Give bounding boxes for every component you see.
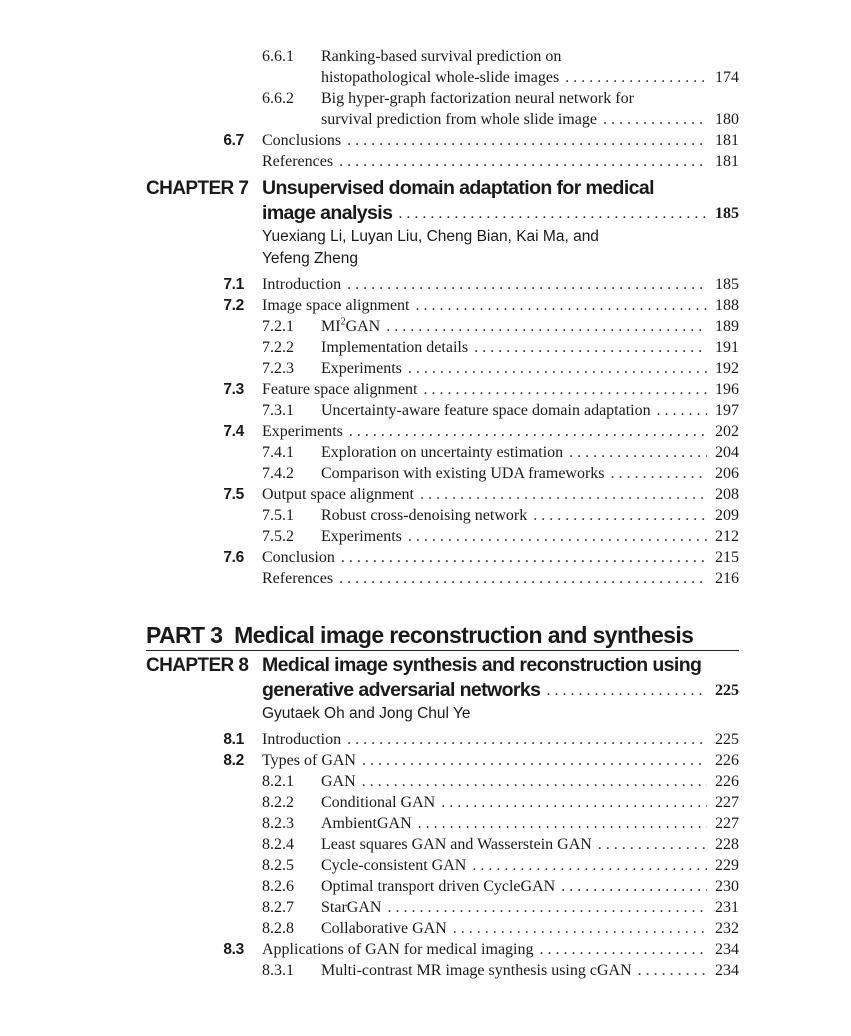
section-number: 7.4 [223, 423, 244, 440]
section-entry[interactable] [146, 151, 739, 172]
page-number: 215 [715, 549, 739, 566]
author-line [262, 248, 739, 270]
dot-leader [453, 918, 707, 939]
subsection-number: 8.2.4 [262, 836, 294, 853]
section-entry[interactable] [146, 729, 739, 750]
subsection-entry[interactable] [146, 876, 739, 897]
chapter-label: CHAPTER 7 [146, 178, 249, 199]
entry-line [262, 729, 739, 750]
dot-leader [349, 421, 707, 442]
dot-leader [347, 274, 707, 295]
entry-line [321, 109, 739, 130]
entry-title: Conclusion [262, 549, 335, 566]
subsection-entry[interactable] [146, 526, 739, 547]
section-number: 8.3 [223, 941, 244, 958]
subsection-number: 8.2.3 [262, 815, 294, 832]
entry-title: Introduction [262, 276, 342, 293]
dot-leader [424, 379, 708, 400]
dot-leader [408, 358, 707, 379]
page-number: 185 [715, 205, 739, 222]
chapter-title: Unsupervised domain adaptation for medical [262, 177, 654, 199]
dot-leader [569, 442, 707, 463]
entry-line [262, 939, 739, 960]
entry-line [321, 897, 739, 918]
subsection-number: 8.2.6 [262, 878, 294, 895]
page-number: 234 [715, 941, 739, 958]
chapter-label: CHAPTER 8 [146, 655, 249, 676]
entry-title-suffix [341, 316, 381, 337]
subsection-number: 7.2.1 [262, 318, 294, 335]
dot-leader [341, 547, 707, 568]
page-number: 185 [715, 276, 739, 293]
chapter-entry[interactable] [146, 201, 739, 226]
dot-leader [472, 855, 707, 876]
chapter-entry[interactable] [146, 176, 739, 201]
dot-leader [386, 316, 707, 337]
entry-line [321, 46, 739, 67]
entry-title: Cycle-consistent GAN [321, 857, 467, 874]
entry-line [321, 337, 739, 358]
section-entry[interactable] [146, 547, 739, 568]
section-entry[interactable] [146, 939, 739, 960]
entry-title: Big hyper-graph factorization neural network for [321, 90, 634, 107]
section-entry[interactable] [146, 750, 739, 771]
section-entry[interactable] [146, 379, 739, 400]
entry-line [321, 67, 739, 88]
page-number: 196 [715, 381, 739, 398]
section-entry[interactable] [146, 274, 739, 295]
entry-title: Applications of GAN for medical imaging [262, 941, 534, 958]
page-number: 191 [715, 339, 739, 356]
entry-title: Conclusions [262, 132, 342, 149]
subsection-number: 6.6.1 [262, 48, 294, 65]
entry-title: Output space alignment [262, 486, 414, 503]
entry-title: Introduction [262, 731, 342, 748]
entry-title: Robust cross-denoising network [321, 507, 528, 524]
dot-leader [347, 130, 707, 151]
page-number: 229 [715, 857, 739, 874]
chapter-title: Medical image synthesis and reconstruction using [262, 654, 702, 676]
entry-line [262, 484, 739, 505]
entry-line [321, 316, 739, 337]
chapter-authors [146, 226, 739, 248]
authors-text: Yuexiang Li, Luyan Liu, Cheng Bian, Kai Ma, and [262, 228, 599, 245]
entry-line [262, 547, 739, 568]
subsection-number: 7.3.1 [262, 402, 294, 419]
chapter-title: image analysis [262, 202, 393, 224]
subsection-number: 7.2.2 [262, 339, 294, 356]
subsection-entry[interactable] [146, 792, 739, 813]
subsection-entry[interactable] [146, 337, 739, 358]
entry-line [321, 505, 739, 526]
entry-title: survival prediction from whole slide image [321, 111, 597, 128]
dot-leader [565, 67, 707, 88]
page-number: 216 [715, 570, 739, 587]
entry-line [262, 750, 739, 771]
page-number: 227 [715, 815, 739, 832]
page-number: 228 [715, 836, 739, 853]
entry-title: Exploration on uncertainty estimation [321, 444, 564, 461]
entry-line [321, 442, 739, 463]
dot-leader [420, 484, 707, 505]
subsection-entry[interactable] [146, 88, 739, 109]
entry-line [262, 151, 739, 172]
chapter-title-line [262, 176, 739, 201]
page-number: 232 [715, 920, 739, 937]
section-number: 8.1 [223, 731, 244, 748]
subsection-number: 8.3.1 [262, 962, 294, 979]
subsection-entry[interactable] [146, 316, 739, 337]
page-number: 231 [715, 899, 739, 916]
dot-leader [561, 876, 707, 897]
page-number: 226 [715, 773, 739, 790]
entry-line [321, 960, 739, 981]
section-number: 7.5 [223, 486, 244, 503]
page-number: 188 [715, 297, 739, 314]
entry-title: Feature space alignment [262, 381, 418, 398]
entry-line [321, 918, 739, 939]
entry-title: StarGAN [321, 899, 382, 916]
entry-line [321, 358, 739, 379]
entry-title: Experiments [262, 423, 343, 440]
author-line [262, 226, 739, 248]
entry-title: Experiments [321, 528, 402, 545]
section-number: 7.6 [223, 549, 244, 566]
author-line [262, 703, 739, 725]
entry-line [321, 463, 739, 484]
entry-line [262, 379, 739, 400]
dot-leader [339, 568, 707, 589]
dot-leader [416, 295, 708, 316]
entry-title: Conditional GAN [321, 794, 436, 811]
subsection-entry[interactable] [146, 505, 739, 526]
chapter-title: generative adversarial networks [262, 679, 541, 701]
dot-leader [474, 337, 707, 358]
authors-text: Yefeng Zheng [262, 250, 358, 267]
entry-title: Comparison with existing UDA frameworks [321, 465, 605, 482]
page-number: 234 [715, 962, 739, 979]
dot-leader [347, 729, 707, 750]
subsection-entry[interactable] [146, 442, 739, 463]
subsection-number: 7.2.3 [262, 360, 294, 377]
part-title: Medical image reconstruction and synthesis [234, 622, 694, 648]
entry-line [321, 771, 739, 792]
entry-line [321, 526, 739, 547]
entry-line [262, 295, 739, 316]
entry-title: References [262, 570, 334, 587]
subsection-number: 7.4.1 [262, 444, 294, 461]
section-entry[interactable] [146, 295, 739, 316]
dot-leader [540, 939, 708, 960]
entry-line [262, 274, 739, 295]
entry-title: AmbientGAN [321, 815, 412, 832]
chapter-entry[interactable] [146, 678, 739, 703]
section-number: 7.2 [223, 297, 244, 314]
page-number: 202 [715, 423, 739, 440]
dot-leader [387, 897, 707, 918]
entry-line [321, 400, 739, 421]
part-heading[interactable] [146, 620, 739, 651]
entry-title: Multi-contrast MR image synthesis using cGAN [321, 962, 632, 979]
subsection-number: 8.2.2 [262, 794, 294, 811]
subsection-number: 7.4.2 [262, 465, 294, 482]
table-of-contents [146, 46, 739, 981]
entry-title: Implementation details [321, 339, 469, 356]
dot-leader [398, 201, 707, 226]
entry-title: Optimal transport driven CycleGAN [321, 878, 556, 895]
page-number: 192 [715, 360, 739, 377]
subsection-entry[interactable] [146, 813, 739, 834]
entry-line [262, 568, 739, 589]
entry-title: MI [321, 318, 341, 335]
dot-leader [603, 109, 707, 130]
subsection-entry[interactable] [146, 897, 739, 918]
page-number: 209 [715, 507, 739, 524]
title-suffix: GAN [345, 318, 381, 335]
chapter-title-line [262, 678, 739, 703]
dot-leader [533, 505, 707, 526]
dot-leader [441, 792, 707, 813]
dot-leader [418, 813, 707, 834]
subsection-entry[interactable] [146, 855, 739, 876]
section-entry[interactable] [146, 568, 739, 589]
section-entry[interactable] [146, 130, 739, 151]
chapter-title-line [262, 201, 739, 226]
subsection-entry[interactable] [146, 771, 739, 792]
section-number: 7.3 [223, 381, 244, 398]
dot-leader [362, 750, 707, 771]
subsection-number: 8.2.8 [262, 920, 294, 937]
section-number: 8.2 [223, 752, 244, 769]
entry-title: Least squares GAN and Wasserstein GAN [321, 836, 592, 853]
subsection-number: 7.5.2 [262, 528, 294, 545]
subsection-entry[interactable] [146, 463, 739, 484]
dot-leader [598, 834, 707, 855]
page-number: 206 [715, 465, 739, 482]
section-number: 6.7 [223, 132, 244, 149]
page-number: 174 [715, 69, 739, 86]
page-number: 225 [715, 682, 739, 699]
entry-title: Image space alignment [262, 297, 410, 314]
entry-title: GAN [321, 773, 356, 790]
entry-line [321, 834, 739, 855]
entry-title: Ranking-based survival prediction on [321, 48, 562, 65]
entry-title: Experiments [321, 360, 402, 377]
subsection-entry[interactable] [146, 834, 739, 855]
subsection-entry[interactable] [146, 109, 739, 130]
subsection-entry[interactable] [146, 918, 739, 939]
page-number: 212 [715, 528, 739, 545]
page-number: 227 [715, 794, 739, 811]
dot-leader [657, 400, 707, 421]
page-number: 180 [715, 111, 739, 128]
subsection-entry[interactable] [146, 46, 739, 67]
chapter-entry[interactable] [146, 653, 739, 678]
section-entry[interactable] [146, 484, 739, 505]
page-number: 181 [715, 132, 739, 149]
subsection-number: 6.6.2 [262, 90, 294, 107]
entry-line [321, 792, 739, 813]
page-number: 181 [715, 153, 739, 170]
subsection-entry[interactable] [146, 358, 739, 379]
entry-line [321, 876, 739, 897]
page-number: 204 [715, 444, 739, 461]
entry-title: Uncertainty-aware feature space domain adaptation [321, 402, 651, 419]
entry-line [262, 421, 739, 442]
entry-title: References [262, 153, 334, 170]
superscript: 2 [340, 316, 346, 328]
entry-title: Types of GAN [262, 752, 356, 769]
page-number: 230 [715, 878, 739, 895]
dot-leader [638, 960, 707, 981]
part-label: PART 3 [146, 622, 223, 648]
authors-text: Gyutaek Oh and Jong Chul Ye [262, 705, 471, 722]
chapter-title-line [262, 653, 739, 678]
subsection-number: 8.2.7 [262, 899, 294, 916]
subsection-number: 8.2.5 [262, 857, 294, 874]
entry-line [262, 130, 739, 151]
page-number: 208 [715, 486, 739, 503]
dot-leader [408, 526, 707, 547]
dot-leader [362, 771, 707, 792]
dot-leader [546, 678, 707, 703]
section-entry[interactable] [146, 421, 739, 442]
subsection-number: 7.5.1 [262, 507, 294, 524]
entry-line [321, 813, 739, 834]
subsection-entry[interactable] [146, 400, 739, 421]
section-number: 7.1 [223, 276, 244, 293]
page-number: 225 [715, 731, 739, 748]
dot-leader [339, 151, 707, 172]
subsection-number: 8.2.1 [262, 773, 294, 790]
dot-leader [611, 463, 707, 484]
subsection-entry[interactable] [146, 67, 739, 88]
entry-line [321, 855, 739, 876]
subsection-entry[interactable] [146, 960, 739, 981]
chapter-authors [146, 703, 739, 725]
page-number: 197 [715, 402, 739, 419]
entry-line [321, 88, 739, 109]
entry-title: Collaborative GAN [321, 920, 447, 937]
chapter-authors [146, 248, 739, 270]
entry-title: histopathological whole-slide images [321, 69, 560, 86]
page-number: 226 [715, 752, 739, 769]
page-number: 189 [715, 318, 739, 335]
